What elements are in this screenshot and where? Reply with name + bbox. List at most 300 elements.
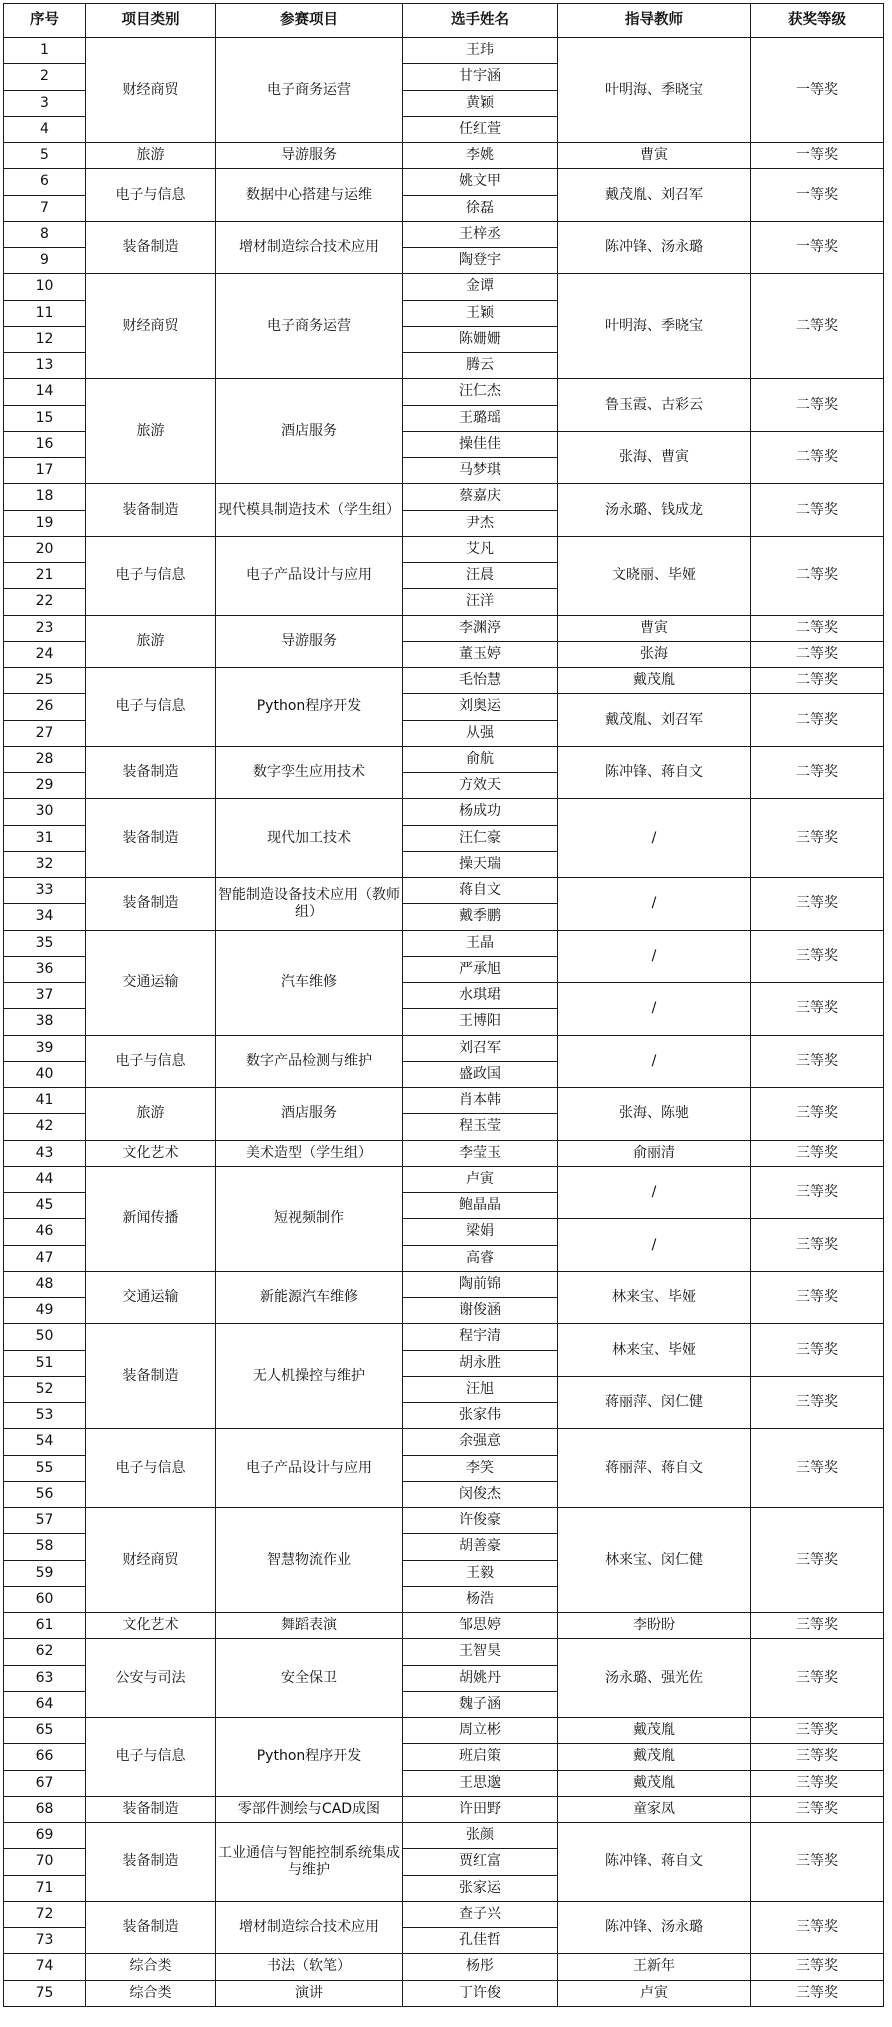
student-cell: 尹杰 — [403, 510, 558, 536]
row-index: 66 — [4, 1744, 86, 1770]
award-cell: 三等奖 — [751, 1219, 884, 1272]
teacher-cell: 戴茂胤 — [558, 668, 751, 694]
header-student: 选手姓名 — [403, 4, 558, 38]
row-index: 7 — [4, 195, 86, 221]
category-cell: 电子与信息 — [86, 169, 216, 222]
student-cell: 艾凡 — [403, 536, 558, 562]
award-cell: 三等奖 — [751, 799, 884, 878]
table-row — [4, 1429, 884, 1455]
award-cell: 二等奖 — [751, 484, 884, 537]
project-cell: 演讲 — [216, 1980, 403, 2006]
project-cell: 电子产品设计与应用 — [216, 536, 403, 615]
category-cell: 交通运输 — [86, 1271, 216, 1324]
category-cell: 旅游 — [86, 615, 216, 668]
row-index: 21 — [4, 563, 86, 589]
row-index: 56 — [4, 1481, 86, 1507]
table-row — [4, 1954, 884, 1980]
award-cell: 二等奖 — [751, 668, 884, 694]
project-cell: 导游服务 — [216, 143, 403, 169]
student-cell: 汪仁豪 — [403, 825, 558, 851]
teacher-cell: 叶明海、季晓宝 — [558, 38, 751, 143]
award-cell: 一等奖 — [751, 169, 884, 222]
project-cell: 智慧物流作业 — [216, 1508, 403, 1613]
category-cell: 公安与司法 — [86, 1639, 216, 1718]
table-row — [4, 1035, 884, 1061]
award-cell: 三等奖 — [751, 1166, 884, 1219]
project-cell: 酒店服务 — [216, 379, 403, 484]
row-index: 30 — [4, 799, 86, 825]
table-row — [4, 274, 884, 300]
table-header — [4, 4, 884, 38]
student-cell: 刘奥运 — [403, 694, 558, 720]
row-index: 53 — [4, 1403, 86, 1429]
award-cell: 二等奖 — [751, 694, 884, 747]
row-index: 33 — [4, 878, 86, 904]
teacher-cell: 鲁玉霞、古彩云 — [558, 379, 751, 432]
student-cell: 胡姚丹 — [403, 1665, 558, 1691]
project-cell: 工业通信与智能控制系统集成与维护 — [216, 1823, 403, 1902]
student-cell: 李笑 — [403, 1455, 558, 1481]
project-cell: 数字孪生应用技术 — [216, 746, 403, 799]
project-cell: 新能源汽车维修 — [216, 1271, 403, 1324]
award-cell: 二等奖 — [751, 641, 884, 667]
category-cell: 财经商贸 — [86, 274, 216, 379]
project-cell: 现代加工技术 — [216, 799, 403, 878]
row-index: 9 — [4, 248, 86, 274]
student-cell: 金谭 — [403, 274, 558, 300]
teacher-cell: 汤永璐、钱成龙 — [558, 484, 751, 537]
student-cell: 陶登宇 — [403, 248, 558, 274]
table-row — [4, 746, 884, 772]
student-cell: 程玉莹 — [403, 1114, 558, 1140]
row-index: 19 — [4, 510, 86, 536]
project-cell: Python程序开发 — [216, 1718, 403, 1797]
student-cell: 王颖 — [403, 300, 558, 326]
project-cell: 舞蹈表演 — [216, 1613, 403, 1639]
award-cell: 二等奖 — [751, 379, 884, 432]
teacher-cell: 童家凤 — [558, 1796, 751, 1822]
row-index: 42 — [4, 1114, 86, 1140]
teacher-cell: 林来宝、毕娅 — [558, 1324, 751, 1377]
row-index: 27 — [4, 720, 86, 746]
table-row — [4, 38, 884, 64]
row-index: 55 — [4, 1455, 86, 1481]
student-cell: 卢寅 — [403, 1166, 558, 1192]
header-teacher: 指导教师 — [558, 4, 751, 38]
category-cell: 电子与信息 — [86, 1035, 216, 1088]
project-cell: 电子产品设计与应用 — [216, 1429, 403, 1508]
row-index: 75 — [4, 1980, 86, 2006]
teacher-cell: 蒋丽萍、闵仁健 — [558, 1376, 751, 1429]
student-cell: 从强 — [403, 720, 558, 746]
table-row — [4, 1508, 884, 1534]
category-cell: 装备制造 — [86, 484, 216, 537]
award-cell: 三等奖 — [751, 1980, 884, 2006]
row-index: 74 — [4, 1954, 86, 1980]
row-index: 48 — [4, 1271, 86, 1297]
project-cell: 安全保卫 — [216, 1639, 403, 1718]
row-index: 25 — [4, 668, 86, 694]
row-index: 61 — [4, 1613, 86, 1639]
row-index: 67 — [4, 1770, 86, 1796]
student-cell: 李渊渟 — [403, 615, 558, 641]
student-cell: 李莹玉 — [403, 1140, 558, 1166]
project-cell: Python程序开发 — [216, 668, 403, 747]
student-cell: 操佳佳 — [403, 431, 558, 457]
table-body — [4, 38, 884, 2007]
header-row — [4, 4, 884, 38]
student-cell: 闵俊杰 — [403, 1481, 558, 1507]
table-row — [4, 1980, 884, 2006]
award-cell: 三等奖 — [751, 930, 884, 983]
teacher-cell: 陈冲锋、汤永璐 — [558, 1901, 751, 1954]
student-cell: 任红萱 — [403, 116, 558, 142]
award-cell: 三等奖 — [751, 1823, 884, 1902]
student-cell: 许田野 — [403, 1796, 558, 1822]
category-cell: 电子与信息 — [86, 536, 216, 615]
student-cell: 杨浩 — [403, 1586, 558, 1612]
award-cell: 二等奖 — [751, 536, 884, 615]
award-cell: 一等奖 — [751, 221, 884, 274]
row-index: 39 — [4, 1035, 86, 1061]
award-cell: 二等奖 — [751, 274, 884, 379]
student-cell: 贾红富 — [403, 1849, 558, 1875]
category-cell: 文化艺术 — [86, 1613, 216, 1639]
project-cell: 书法（软笔） — [216, 1954, 403, 1980]
student-cell: 邹思婷 — [403, 1613, 558, 1639]
student-cell: 孔佳哲 — [403, 1928, 558, 1954]
student-cell: 杨彤 — [403, 1954, 558, 1980]
teacher-cell: / — [558, 1166, 751, 1219]
student-cell: 严承旭 — [403, 956, 558, 982]
header-category: 项目类别 — [86, 4, 216, 38]
row-index: 10 — [4, 274, 86, 300]
teacher-cell: 张海 — [558, 641, 751, 667]
teacher-cell: / — [558, 799, 751, 878]
row-index: 16 — [4, 431, 86, 457]
row-index: 24 — [4, 641, 86, 667]
category-cell: 电子与信息 — [86, 668, 216, 747]
row-index: 43 — [4, 1140, 86, 1166]
teacher-cell: 俞丽清 — [558, 1140, 751, 1166]
table-row — [4, 1718, 884, 1744]
row-index: 5 — [4, 143, 86, 169]
award-cell: 三等奖 — [751, 1035, 884, 1088]
row-index: 60 — [4, 1586, 86, 1612]
award-cell: 三等奖 — [751, 1718, 884, 1744]
student-cell: 梁娟 — [403, 1219, 558, 1245]
project-cell: 现代模具制造技术（学生组） — [216, 484, 403, 537]
header-award: 获奖等级 — [751, 4, 884, 38]
table-row — [4, 536, 884, 562]
student-cell: 丁许俊 — [403, 1980, 558, 2006]
student-cell: 毛怡慧 — [403, 668, 558, 694]
award-cell: 三等奖 — [751, 1796, 884, 1822]
category-cell: 综合类 — [86, 1980, 216, 2006]
student-cell: 方效天 — [403, 773, 558, 799]
teacher-cell: 陈冲锋、蒋自文 — [558, 746, 751, 799]
row-index: 36 — [4, 956, 86, 982]
student-cell: 刘召军 — [403, 1035, 558, 1061]
row-index: 37 — [4, 983, 86, 1009]
student-cell: 王璐瑶 — [403, 405, 558, 431]
category-cell: 文化艺术 — [86, 1140, 216, 1166]
student-cell: 王玮 — [403, 38, 558, 64]
student-cell: 胡善豪 — [403, 1534, 558, 1560]
teacher-cell: 戴茂胤 — [558, 1744, 751, 1770]
project-cell: 汽车维修 — [216, 930, 403, 1035]
row-index: 70 — [4, 1849, 86, 1875]
category-cell: 装备制造 — [86, 746, 216, 799]
project-cell: 数字产品检测与维护 — [216, 1035, 403, 1088]
row-index: 28 — [4, 746, 86, 772]
category-cell: 装备制造 — [86, 1324, 216, 1429]
award-cell: 三等奖 — [751, 1376, 884, 1429]
teacher-cell: 蒋丽萍、蒋自文 — [558, 1429, 751, 1508]
student-cell: 蒋自文 — [403, 878, 558, 904]
teacher-cell: / — [558, 1035, 751, 1088]
student-cell: 王博阳 — [403, 1009, 558, 1035]
table-row — [4, 930, 884, 956]
row-index: 20 — [4, 536, 86, 562]
row-index: 32 — [4, 851, 86, 877]
category-cell: 装备制造 — [86, 221, 216, 274]
table-row — [4, 1901, 884, 1927]
teacher-cell: / — [558, 930, 751, 983]
award-cell: 一等奖 — [751, 38, 884, 143]
category-cell: 交通运输 — [86, 930, 216, 1035]
student-cell: 张家伟 — [403, 1403, 558, 1429]
row-index: 45 — [4, 1193, 86, 1219]
row-index: 2 — [4, 64, 86, 90]
award-cell: 三等奖 — [751, 878, 884, 931]
row-index: 4 — [4, 116, 86, 142]
row-index: 44 — [4, 1166, 86, 1192]
category-cell: 电子与信息 — [86, 1429, 216, 1508]
teacher-cell: 张海、陈驰 — [558, 1088, 751, 1141]
student-cell: 胡永胜 — [403, 1350, 558, 1376]
teacher-cell: 林来宝、闵仁健 — [558, 1508, 751, 1613]
award-cell: 三等奖 — [751, 1954, 884, 1980]
award-cell: 三等奖 — [751, 1613, 884, 1639]
header-project: 参赛项目 — [216, 4, 403, 38]
row-index: 38 — [4, 1009, 86, 1035]
row-index: 31 — [4, 825, 86, 851]
teacher-cell: 陈冲锋、蒋自文 — [558, 1823, 751, 1902]
row-index: 12 — [4, 326, 86, 352]
teacher-cell: 王新年 — [558, 1954, 751, 1980]
row-index: 1 — [4, 38, 86, 64]
student-cell: 查子兴 — [403, 1901, 558, 1927]
award-cell: 三等奖 — [751, 1271, 884, 1324]
award-cell: 三等奖 — [751, 1508, 884, 1613]
teacher-cell: 曹寅 — [558, 615, 751, 641]
row-index: 46 — [4, 1219, 86, 1245]
category-cell: 装备制造 — [86, 878, 216, 931]
student-cell: 甘宇涵 — [403, 64, 558, 90]
table-row — [4, 1140, 884, 1166]
award-cell: 三等奖 — [751, 1088, 884, 1141]
row-index: 18 — [4, 484, 86, 510]
row-index: 15 — [4, 405, 86, 431]
teacher-cell: 文晓丽、毕娅 — [558, 536, 751, 615]
row-index: 35 — [4, 930, 86, 956]
student-cell: 操天瑞 — [403, 851, 558, 877]
student-cell: 张家运 — [403, 1875, 558, 1901]
student-cell: 陶前锦 — [403, 1271, 558, 1297]
student-cell: 杨成功 — [403, 799, 558, 825]
teacher-cell: 汤永璐、强光佐 — [558, 1639, 751, 1718]
teacher-cell: 曹寅 — [558, 143, 751, 169]
student-cell: 张颜 — [403, 1823, 558, 1849]
row-index: 13 — [4, 353, 86, 379]
table-row — [4, 169, 884, 195]
student-cell: 汪旭 — [403, 1376, 558, 1402]
row-index: 50 — [4, 1324, 86, 1350]
table-row — [4, 615, 884, 641]
award-cell: 二等奖 — [751, 431, 884, 484]
category-cell: 装备制造 — [86, 1823, 216, 1902]
student-cell: 陈姗姗 — [403, 326, 558, 352]
student-cell: 汪洋 — [403, 589, 558, 615]
category-cell: 装备制造 — [86, 1901, 216, 1954]
row-index: 49 — [4, 1298, 86, 1324]
teacher-cell: 戴茂胤、刘召军 — [558, 694, 751, 747]
row-index: 52 — [4, 1376, 86, 1402]
student-cell: 戴季鹏 — [403, 904, 558, 930]
award-cell: 三等奖 — [751, 1140, 884, 1166]
award-cell: 三等奖 — [751, 1744, 884, 1770]
award-cell: 二等奖 — [751, 615, 884, 641]
table-row — [4, 799, 884, 825]
row-index: 63 — [4, 1665, 86, 1691]
row-index: 73 — [4, 1928, 86, 1954]
student-cell: 肖本韩 — [403, 1088, 558, 1114]
row-index: 59 — [4, 1560, 86, 1586]
table-row — [4, 1796, 884, 1822]
student-cell: 魏子涵 — [403, 1691, 558, 1717]
student-cell: 许俊豪 — [403, 1508, 558, 1534]
table-row — [4, 1166, 884, 1192]
project-cell: 美术造型（学生组） — [216, 1140, 403, 1166]
project-cell: 零部件测绘与CAD成图 — [216, 1796, 403, 1822]
row-index: 65 — [4, 1718, 86, 1744]
row-index: 8 — [4, 221, 86, 247]
teacher-cell: 戴茂胤、刘召军 — [558, 169, 751, 222]
category-cell: 旅游 — [86, 379, 216, 484]
row-index: 14 — [4, 379, 86, 405]
row-index: 26 — [4, 694, 86, 720]
row-index: 11 — [4, 300, 86, 326]
table-row — [4, 1639, 884, 1665]
row-index: 57 — [4, 1508, 86, 1534]
table-row — [4, 668, 884, 694]
student-cell: 王晶 — [403, 930, 558, 956]
row-index: 72 — [4, 1901, 86, 1927]
row-index: 69 — [4, 1823, 86, 1849]
project-cell: 增材制造综合技术应用 — [216, 221, 403, 274]
row-index: 29 — [4, 773, 86, 799]
student-cell: 蔡嘉庆 — [403, 484, 558, 510]
project-cell: 增材制造综合技术应用 — [216, 1901, 403, 1954]
teacher-cell: 林来宝、毕娅 — [558, 1271, 751, 1324]
table-row — [4, 1823, 884, 1849]
student-cell: 李姚 — [403, 143, 558, 169]
student-cell: 周立彬 — [403, 1718, 558, 1744]
student-cell: 高睿 — [403, 1245, 558, 1271]
table-row — [4, 1088, 884, 1114]
student-cell: 马梦琪 — [403, 458, 558, 484]
student-cell: 姚文甲 — [403, 169, 558, 195]
table-row — [4, 1324, 884, 1350]
award-table — [3, 3, 884, 2007]
row-index: 62 — [4, 1639, 86, 1665]
student-cell: 程宇清 — [403, 1324, 558, 1350]
student-cell: 谢俊涵 — [403, 1298, 558, 1324]
row-index: 68 — [4, 1796, 86, 1822]
project-cell: 短视频制作 — [216, 1166, 403, 1271]
project-cell: 智能制造设备技术应用（教师组） — [216, 878, 403, 931]
student-cell: 俞航 — [403, 746, 558, 772]
student-cell: 腾云 — [403, 353, 558, 379]
category-cell: 财经商贸 — [86, 1508, 216, 1613]
teacher-cell: 戴茂胤 — [558, 1718, 751, 1744]
student-cell: 盛政国 — [403, 1061, 558, 1087]
award-cell: 三等奖 — [751, 1324, 884, 1377]
project-cell: 无人机操控与维护 — [216, 1324, 403, 1429]
award-cell: 二等奖 — [751, 746, 884, 799]
table-row — [4, 221, 884, 247]
table-row — [4, 143, 884, 169]
student-cell: 鲍晶晶 — [403, 1193, 558, 1219]
student-cell: 水琪珺 — [403, 983, 558, 1009]
teacher-cell: 卢寅 — [558, 1980, 751, 2006]
project-cell: 导游服务 — [216, 615, 403, 668]
category-cell: 财经商贸 — [86, 38, 216, 143]
row-index: 71 — [4, 1875, 86, 1901]
award-cell: 三等奖 — [751, 1901, 884, 1954]
row-index: 41 — [4, 1088, 86, 1114]
category-cell: 旅游 — [86, 1088, 216, 1141]
project-cell: 电子商务运营 — [216, 38, 403, 143]
project-cell: 电子商务运营 — [216, 274, 403, 379]
teacher-cell: 张海、曹寅 — [558, 431, 751, 484]
student-cell: 汪晨 — [403, 563, 558, 589]
award-cell: 一等奖 — [751, 143, 884, 169]
category-cell: 装备制造 — [86, 1796, 216, 1822]
table-row — [4, 1613, 884, 1639]
row-index: 23 — [4, 615, 86, 641]
teacher-cell: 戴茂胤 — [558, 1770, 751, 1796]
project-cell: 数据中心搭建与运维 — [216, 169, 403, 222]
table-row — [4, 484, 884, 510]
category-cell: 装备制造 — [86, 799, 216, 878]
table-row — [4, 1271, 884, 1297]
student-cell: 王思邈 — [403, 1770, 558, 1796]
teacher-cell: 陈冲锋、汤永璐 — [558, 221, 751, 274]
category-cell: 综合类 — [86, 1954, 216, 1980]
student-cell: 徐磊 — [403, 195, 558, 221]
category-cell: 旅游 — [86, 143, 216, 169]
row-index: 6 — [4, 169, 86, 195]
table-row — [4, 878, 884, 904]
teacher-cell: 李盼盼 — [558, 1613, 751, 1639]
row-index: 54 — [4, 1429, 86, 1455]
student-cell: 董玉婷 — [403, 641, 558, 667]
row-index: 17 — [4, 458, 86, 484]
row-index: 22 — [4, 589, 86, 615]
row-index: 3 — [4, 90, 86, 116]
